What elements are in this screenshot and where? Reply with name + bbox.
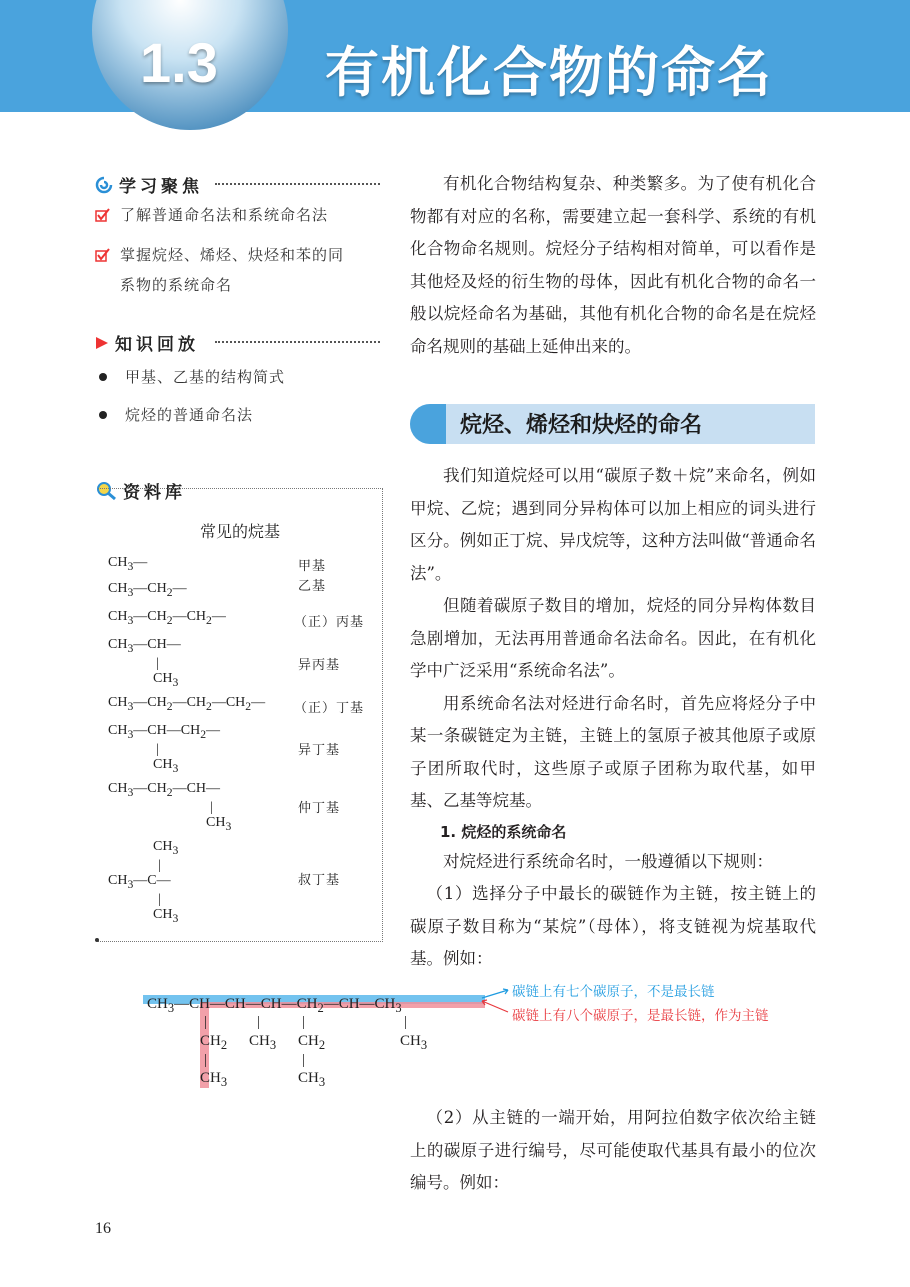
review-dots bbox=[215, 341, 380, 343]
formula-butyl: $CH_3—CH_2—CH_2—CH_2—$ bbox=[108, 695, 266, 713]
branch-ch3-b: $CH_3$ bbox=[298, 1070, 326, 1089]
main-chain-formula: $CH_3—CH—CH—CH—CH_2—CH—CH_3$ bbox=[147, 996, 402, 1015]
paragraph-3: 用系统命名法对烃进行命名时，首先应将烃分子中某一条碳链定为主链，主链上的氢原子被其他原子或原子团所取代时，这些原子或原子团称为取代基，如甲基、乙基等烷基。 bbox=[410, 693, 816, 810]
chapter-title: 有机化合物的命名 bbox=[325, 41, 773, 104]
formula-propyl: $CH_3—CH_2—CH_2—$ bbox=[108, 609, 226, 627]
page-number: 16 bbox=[95, 1220, 111, 1237]
formula-secbutyl: $CH_3—CH_2—CH—$ | $CH_3$ bbox=[108, 781, 232, 833]
name-isopropyl: 异丙基 bbox=[298, 658, 341, 673]
name-propyl: （正）丙基 bbox=[294, 615, 365, 630]
branch-bond: | bbox=[404, 1014, 408, 1030]
formula-methyl: $CH_3—$ bbox=[108, 555, 148, 573]
name-butyl: （正）丁基 bbox=[294, 701, 365, 716]
chapter-number: 1.3 bbox=[140, 31, 218, 94]
formula-tertbutyl: $CH_3$ | $CH_3—C—$ | $CH_3$ bbox=[108, 839, 179, 925]
paragraph-2: 但随着碳原子数目的增加，烷烃的同分异构体数目急剧增加，无法再用普通命名法命名。因此，在有机化学中广泛采用“系统命名法”。 bbox=[410, 596, 816, 680]
library-heading: 资料库 bbox=[95, 478, 186, 503]
formula-isopropyl: $CH_3—CH—$ | $CH_3$ bbox=[108, 637, 181, 689]
branch-bond: | bbox=[302, 1014, 306, 1030]
branch-ch2-b: $CH_2$ bbox=[298, 1033, 326, 1052]
section-banner bbox=[410, 404, 815, 444]
focus-item-2-cont: 系物的系统命名 bbox=[120, 276, 233, 294]
library-title: 常见的烷基 bbox=[199, 522, 280, 541]
branch-ch2: $CH_2$ bbox=[200, 1033, 228, 1052]
branch-methyl-2: $CH_3$ bbox=[400, 1033, 428, 1052]
name-secbutyl: 仲丁基 bbox=[298, 801, 341, 816]
rule-2-block bbox=[410, 1102, 816, 1200]
subsection-title: 1. 烷烃的系统命名 bbox=[440, 822, 567, 841]
rule-1: （1）选择分子中最长的碳链作为主链，按主链上的碳原子数目称为“某烷”（母体），将支链视为烷基取代基。例如： bbox=[410, 884, 816, 968]
focus-icon bbox=[95, 176, 113, 194]
name-methyl: 甲基 bbox=[298, 559, 327, 574]
branch-bond: | bbox=[204, 1052, 208, 1068]
branch-bond: | bbox=[302, 1052, 306, 1068]
review-item-2: 烷烃的普通命名法 bbox=[95, 400, 253, 430]
name-tertbutyl: 叔丁基 bbox=[298, 873, 341, 888]
review-heading: 知识回放 bbox=[95, 330, 199, 355]
branch-bond: | bbox=[257, 1014, 261, 1030]
name-ethyl: 乙基 bbox=[298, 579, 327, 594]
focus-item-2: 掌握烷烃、烯烃、炔烃和苯的同 bbox=[95, 240, 344, 270]
annotation-blue: 碳链上有七个碳原子，不是最长链 bbox=[512, 984, 715, 1000]
annotation-red: 碳链上有八个碳原子，是最长链，作为主链 bbox=[512, 1008, 769, 1024]
review-item-1: 甲基、乙基的结构简式 bbox=[95, 362, 285, 392]
formula-ethyl: $CH_3—CH_2—$ bbox=[108, 581, 187, 599]
rules-intro: 对烷烃进行系统命名时，一般遵循以下规则： bbox=[443, 851, 773, 871]
focus-dots bbox=[215, 183, 380, 185]
branch-bond: | bbox=[204, 1014, 208, 1030]
intro-paragraph: 有机化合物结构复杂、种类繁多。为了使有机化合物都有对应的名称，需要建立起一套科学、系统的有机化合物命名规则。烷烃分子结构相对简单，可以看作是其他烃及烃的衍生物的母体，因此有机化合物的命名一般以烷烃命名为基础，其他有机化合物的命名是在烷烃命名规则的基础上延伸出来的。 bbox=[410, 174, 816, 356]
branch-methyl-1: $CH_3$ bbox=[249, 1033, 277, 1052]
library-corner-dot bbox=[95, 938, 99, 942]
focus-item-1: 了解普通命名法和系统命名法 bbox=[95, 200, 328, 230]
formula-isobutyl: $CH_3—CH—CH_2—$ | $CH_3$ bbox=[108, 723, 221, 775]
branch-ch3: $CH_3$ bbox=[200, 1070, 228, 1089]
section-banner-title: 烷烃、烯烃和炔烃的命名 bbox=[460, 413, 703, 438]
library-box bbox=[98, 488, 383, 942]
paragraph-1: 我们知道烷烃可以用“碳原子数＋烷”来命名，例如甲烷、乙烷；遇到同分异构体可以加上相应的词头进行区分。例如正丁烷、异戊烷等，这种方法叫做“普通命名法”。 bbox=[410, 466, 816, 583]
body-paragraphs bbox=[410, 460, 816, 976]
checkbox-icon bbox=[95, 208, 110, 222]
name-isobutyl: 异丁基 bbox=[298, 743, 341, 758]
focus-heading: 学习聚焦 bbox=[95, 172, 203, 197]
play-arrow-icon bbox=[95, 336, 109, 350]
rule-2: （2）从主链的一端开始，用阿拉伯数字依次给主链上的碳原子进行编号，尽可能使取代基具有最小的位次编号。例如： bbox=[410, 1108, 816, 1192]
checkbox-icon bbox=[95, 248, 110, 262]
